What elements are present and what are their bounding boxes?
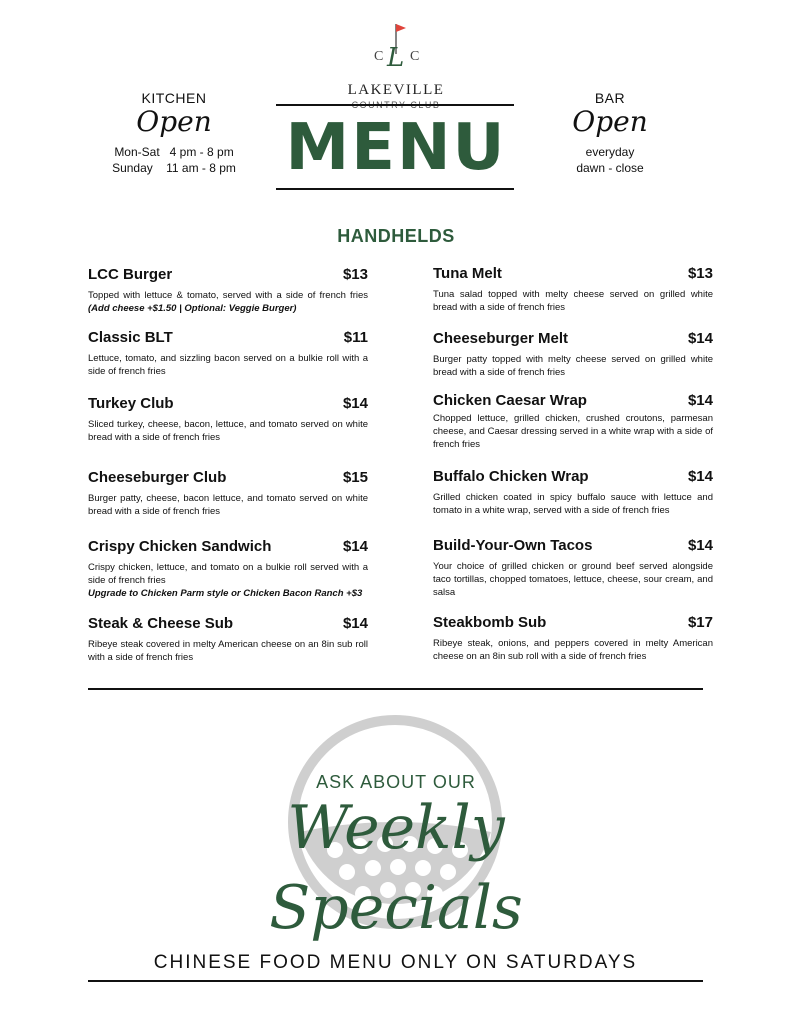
club-name: LAKEVILLE <box>347 82 445 98</box>
item-description: Topped with lettuce & tomato, served with a side of french fries <box>88 290 368 301</box>
menu-item <box>433 468 713 517</box>
bar-hours: everyday dawn - close <box>576 145 644 175</box>
kitchen-hours-block <box>94 90 254 176</box>
bar-hours-block <box>530 90 690 176</box>
specials-ask: ASK ABOUT OUR <box>316 772 476 792</box>
footer-rule <box>88 980 703 982</box>
bar-status: Open <box>572 105 648 138</box>
item-description: Crispy chicken, lettuce, and tomato on a bulkie roll served with a side of french fries <box>88 562 368 586</box>
menu-item <box>433 392 713 451</box>
item-description: Burger patty topped with melty cheese served on grilled white bread with a side of french fries <box>433 354 713 378</box>
item-name: Build-Your-Own Tacos <box>433 537 593 554</box>
item-price: $13 <box>342 266 368 283</box>
menu-item <box>433 330 713 379</box>
chinese-food-notice: CHINESE FOOD MENU ONLY ON SATURDAYS <box>153 952 638 973</box>
item-price: $14 <box>342 615 368 632</box>
item-description: Burger patty, cheese, bacon lettuce, and tomato served on white bread with a side of french fries <box>88 493 368 517</box>
bar-label: BAR <box>594 90 626 106</box>
item-price: $13 <box>687 265 713 282</box>
menu-title: MENU <box>285 111 507 185</box>
club-logo-icon <box>360 14 432 80</box>
item-name: Cheeseburger Melt <box>433 330 569 347</box>
svg-text:C: C <box>374 49 384 64</box>
weekly-specials-title: Weekly Specials <box>269 793 523 943</box>
menu-item <box>88 329 368 378</box>
item-description: Sliced turkey, cheese, bacon, lettuce, and tomato served on white bread with a side of french fries <box>88 419 368 443</box>
menu-item <box>88 538 368 600</box>
menu-item <box>88 395 368 444</box>
item-price: $14 <box>687 468 713 485</box>
item-price: $17 <box>687 614 713 631</box>
menu-item <box>433 537 713 599</box>
item-price: $15 <box>342 469 368 486</box>
item-price: $11 <box>343 329 368 346</box>
item-description: Chopped lettuce, grilled chicken, crushed croutons, parmesan cheese, and Caesar dressing served in a white wrap with a side of french fries <box>433 413 713 450</box>
item-price: $14 <box>687 392 713 409</box>
item-description: Ribeye steak, onions, and peppers covered in melty American cheese on an 8in sub roll with a side of french fries <box>433 638 713 662</box>
svg-text:C: C <box>410 49 420 64</box>
item-note: Upgrade to Chicken Parm style or Chicken Bacon Ranch +$3 <box>88 588 363 599</box>
menu-item <box>433 265 713 314</box>
item-name: Classic BLT <box>88 329 173 346</box>
item-note: (Add cheese +$1.50 | Optional: Veggie Burger) <box>88 303 297 314</box>
section-divider <box>88 688 703 690</box>
kitchen-hours: Mon-Sat 4 pm - 8 pm Sunday 11 am - 8 pm <box>112 145 236 175</box>
item-price: $14 <box>342 395 368 412</box>
item-name: Steakbomb Sub <box>433 614 547 631</box>
item-description: Your choice of grilled chicken or ground beef served alongside taco tortillas, chopped tomatoes, lettuce, cheese, sour cream, and salsa <box>433 561 713 598</box>
item-name: Steak & Cheese Sub <box>88 615 234 632</box>
item-price: $14 <box>687 330 713 347</box>
header-rule-bottom <box>276 188 514 190</box>
item-name: Cheeseburger Club <box>88 469 227 486</box>
svg-text:L: L <box>387 43 405 73</box>
menu-item <box>433 614 713 663</box>
item-description: Lettuce, tomato, and sizzling bacon served on a bulkie roll with a side of french fries <box>88 353 368 377</box>
menu-item <box>88 615 368 664</box>
menu-item <box>88 469 368 518</box>
item-name: Tuna Melt <box>433 265 502 282</box>
item-description: Tuna salad topped with melty cheese served on grilled white bread with a side of french fries <box>433 289 713 313</box>
item-name: Buffalo Chicken Wrap <box>433 468 589 485</box>
item-name: Crispy Chicken Sandwich <box>88 538 272 555</box>
header-rule-top <box>276 104 514 106</box>
item-description: Grilled chicken coated in spicy buffalo sauce with lettuce and tomato in a white wrap, served with a side of french fries <box>433 492 713 516</box>
menu-item <box>88 266 368 315</box>
kitchen-status: Open <box>136 105 212 138</box>
item-price: $14 <box>687 537 713 554</box>
item-description: Ribeye steak covered in melty American cheese on an 8in sub roll with a side of french fries <box>88 639 368 663</box>
section-title: HANDHELDS <box>337 226 455 246</box>
item-name: Turkey Club <box>88 395 174 412</box>
item-name: LCC Burger <box>88 266 173 283</box>
item-price: $14 <box>342 538 368 555</box>
item-name: Chicken Caesar Wrap <box>433 392 587 409</box>
kitchen-label: KITCHEN <box>141 90 207 106</box>
